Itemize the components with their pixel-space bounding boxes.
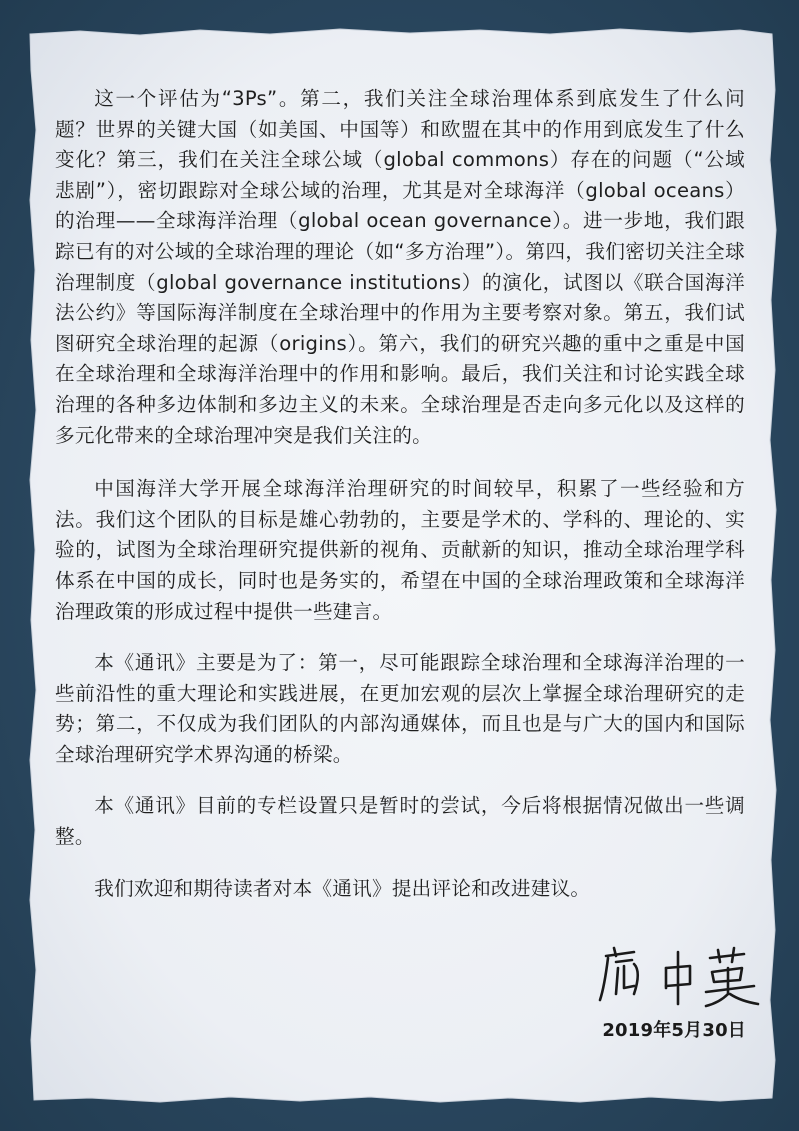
paragraph-2: 中国海洋大学开展全球海洋治理研究的时间较早，积累了一些经验和方法。我们这个团队的目标是雄心勃勃的，主要是学术的、学科的、理论的、实验的，试图为全球治理研究提供新的视角、贡献新的知识，推动全球治理学科体系在中国的成长，同时也是务实的，希望在中国的全球治理政策和全球海洋治理政策的形成过程中提供一些建言。: [55, 477, 745, 623]
letter-body: [55, 84, 745, 904]
letter-date: 2019年5月30日: [602, 1020, 746, 1041]
paragraph-1: 这一个评估为“3Ps”。第二，我们关注全球治理体系到底发生了什么问题？世界的关键大国（如美国、中国等）和欧盟在其中的作用到底发生了什么变化？第三，我们在关注全球公域（global commons）存在的问题（“公域悲剧”），密切跟踪对全球公域的治理，尤其是对全球海洋（global oceans）的治理——全球海洋治理（global ocean governance）。进一步地，我们跟踪已有的对公域的全球治理的理论（如“多方治理”）。第四，我们密切关注全球治理制度（global governance institutions）的演化，试图以《联合国海洋法公约》等国际海洋制度在全球治理中的作用为主要考察对象。第五，我们试图研究全球治理的起源（origins）。第六，我们的研究兴趣的重中之重是中国在全球治理和全球海洋治理中的作用和影响。最后，我们关注和讨论实践全球治理的各种多边体制和多边主义的未来。全球治理是否走向多元化以及这样的多元化带来的全球治理冲突是我们关注的。: [55, 87, 745, 447]
handwritten-signature: [594, 938, 764, 1008]
paragraph-4: 本《通讯》目前的专栏设置只是暂时的尝试，今后将根据情况做出一些调整。: [55, 794, 745, 849]
paragraph-3: 本《通讯》主要是为了：第一，尽可能跟踪全球治理和全球海洋治理的一些前沿性的重大理论和实践进展，在更加宏观的层次上掌握全球治理研究的走势；第二，不仅成为我们团队的内部沟通媒体，而且也是与广大的国内和国际全球治理研究学术界沟通的桥梁。: [55, 651, 745, 766]
paragraph-5: 我们欢迎和期待读者对本《通讯》提出评论和改进建议。: [94, 876, 591, 900]
